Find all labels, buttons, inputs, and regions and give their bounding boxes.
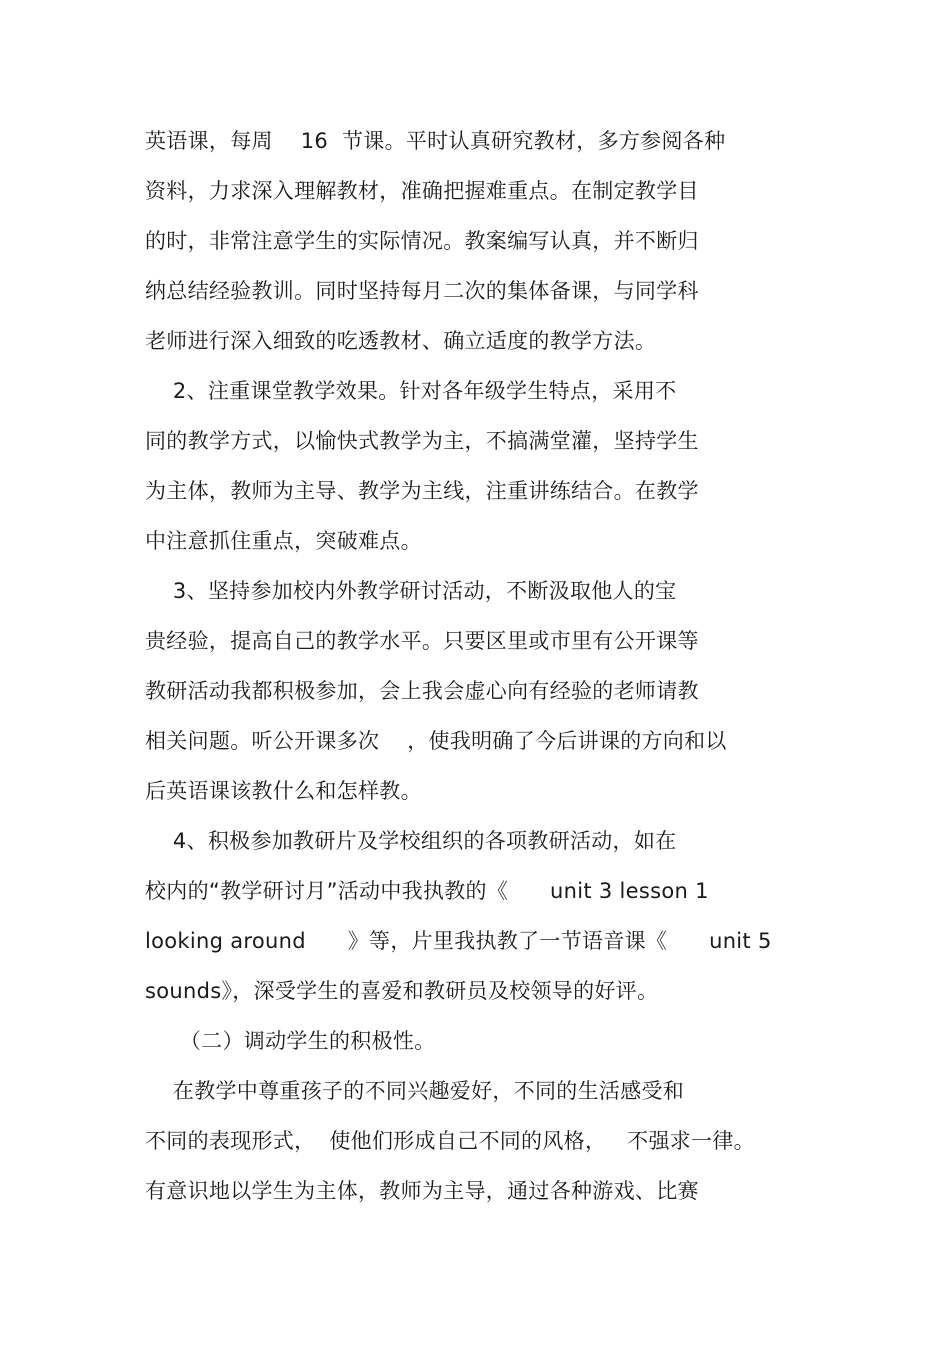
text-line: 资料，力求深入理解教材，准确把握难重点。在制定教学目 (145, 179, 699, 203)
text-line: 老师进行深入细致的吃透教材、确立适度的教学方法。 (145, 329, 657, 353)
text-line: 后英语课该教什么和怎样教。 (145, 779, 422, 803)
text-line: sounds》，深受学生的喜爱和教研员及校领导的好评。 (145, 979, 659, 1003)
text-line: 有意识地以学生为主体，教师为主导，通过各种游戏、比赛 (145, 1179, 699, 1203)
text-line: 的时，非常注意学生的实际情况。教案编写认真，并不断归 (145, 229, 699, 253)
text-line: 相关问题。听公开课多次 ，使我明确了今后讲课的方向和以 (145, 729, 727, 753)
text-line: 3、坚持参加校内外教学研讨活动，不断汲取他人的宝 (145, 579, 677, 603)
text-line: 校内的“教学研讨月”活动中我执教的《 unit 3 lesson 1 (145, 879, 709, 903)
text-line: 纳总结经验教训。同时坚持每月二次的集体备课，与同学科 (145, 279, 699, 303)
text-line: 同的教学方式，以愉快式教学为主，不搞满堂灌，坚持学生 (145, 429, 699, 453)
text-line: 4、积极参加教研片及学校组织的各项教研活动，如在 (145, 829, 677, 853)
section-heading: （二）调动学生的积极性。 (145, 1029, 436, 1053)
text-line: 不同的表现形式， 使他们形成自己不同的风格， 不强求一律。 (145, 1129, 755, 1153)
text-line: looking around 》等，片里我执教了一节语音课《 unit 5 (145, 929, 772, 953)
text-line: 教研活动我都积极参加，会上我会虚心向有经验的老师请教 (145, 679, 699, 703)
text-line: 贵经验，提高自己的教学水平。只要区里或市里有公开课等 (145, 629, 699, 653)
text-line: 在教学中尊重孩子的不同兴趣爱好，不同的生活感受和 (145, 1079, 685, 1103)
text-line: 为主体，教师为主导、教学为主线，注重讲练结合。在教学 (145, 479, 699, 503)
text-line: 2、注重课堂教学效果。针对各年级学生特点，采用不 (145, 379, 677, 403)
text-line: 英语课，每周 16 节课。平时认真研究教材，多方参阅各种 (145, 129, 726, 153)
text-line: 中注意抓住重点，突破难点。 (145, 529, 422, 553)
